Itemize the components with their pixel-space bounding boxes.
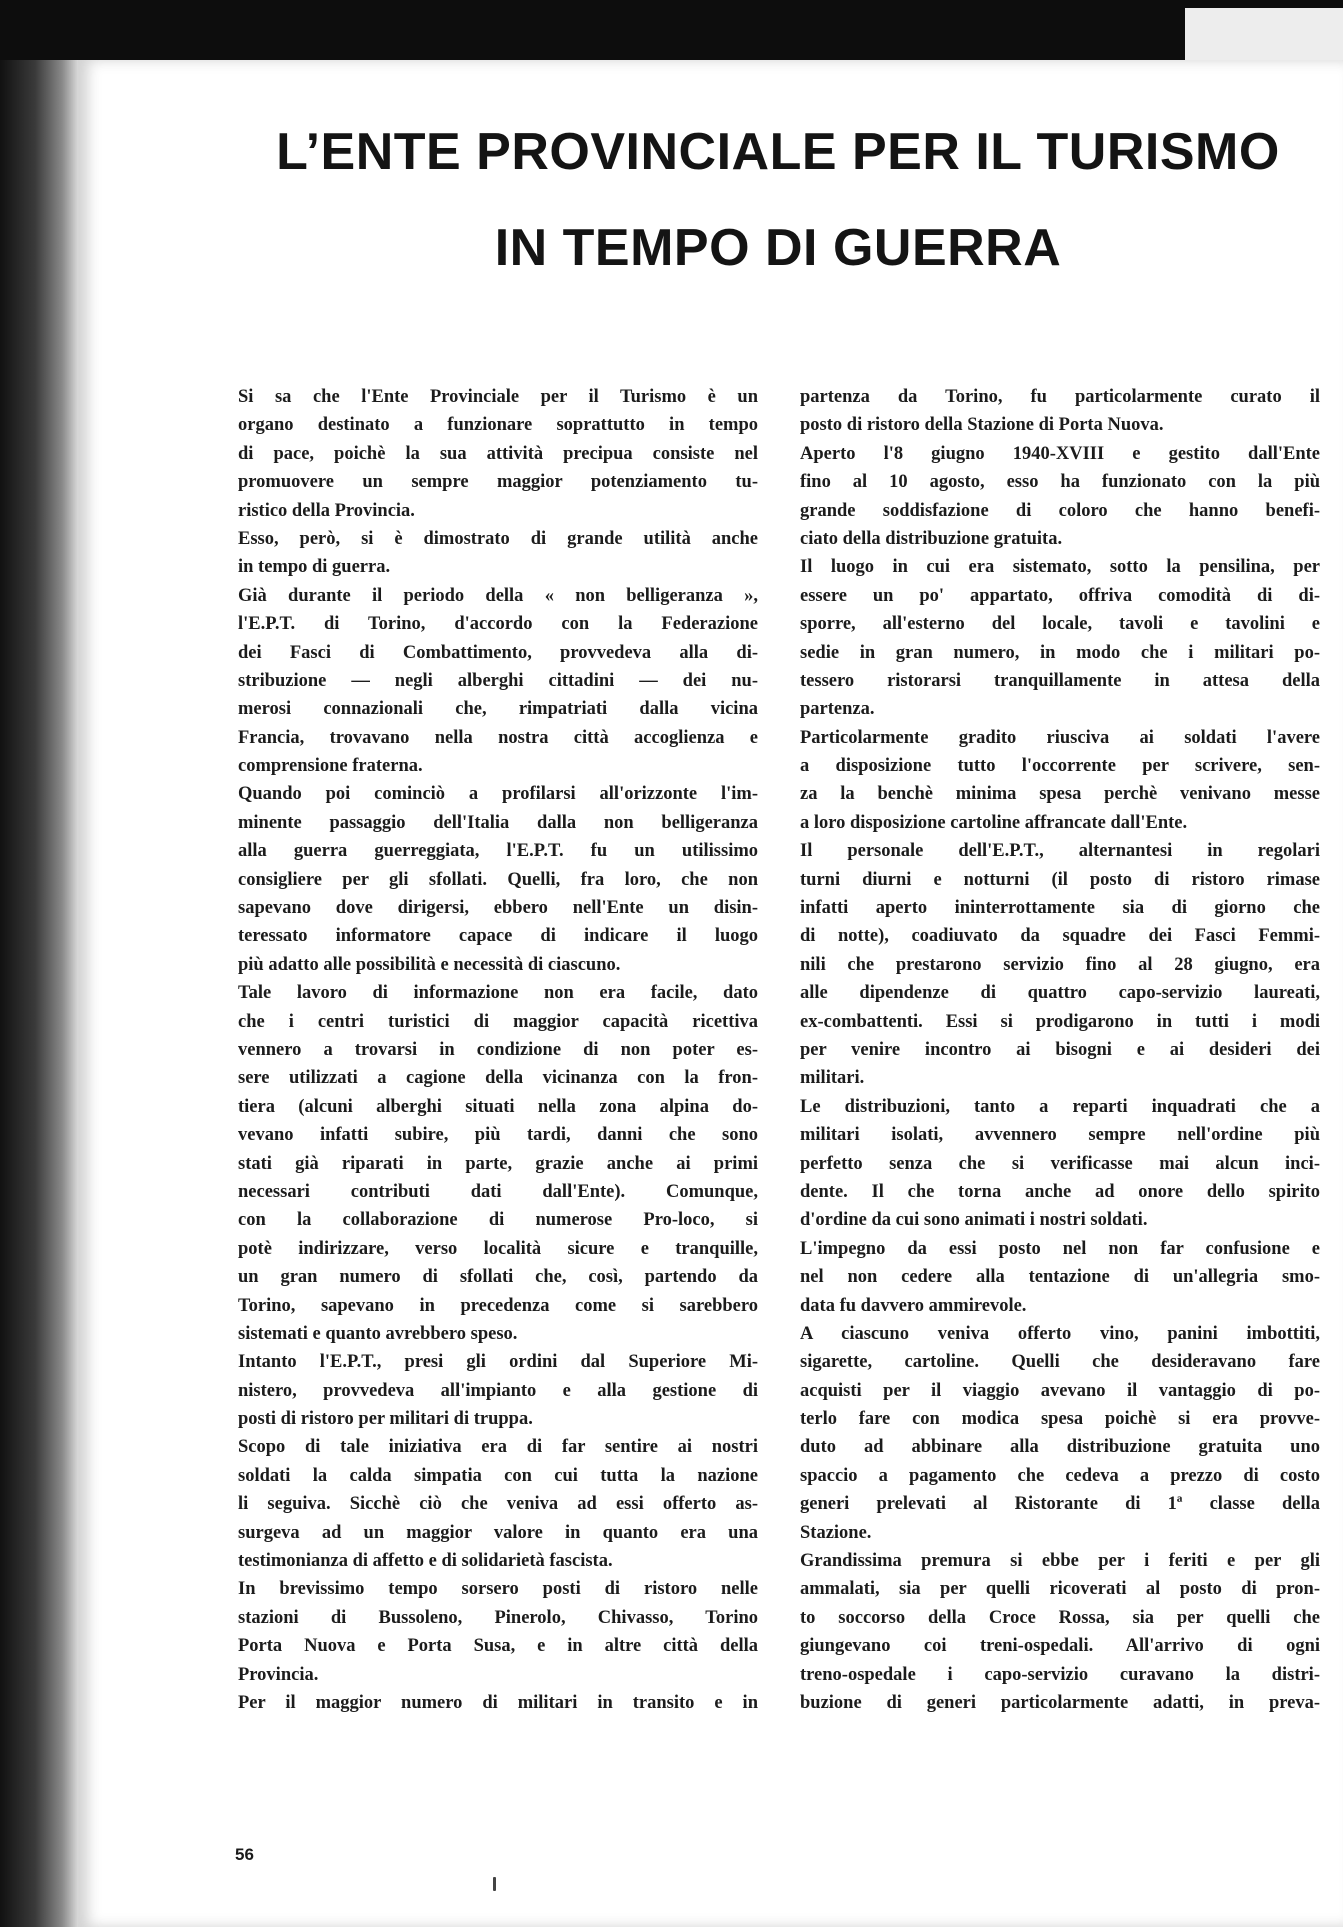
text-line: Intanto l'E.P.T., presi gli ordini dal Superiore Mi- (238, 1352, 758, 1373)
text-line: li seguiva. Sicchè ciò che veniva ad essi offerto as- (238, 1494, 758, 1515)
text-line: a disposizione tutto l'occorrente per scrivere, sen- (800, 756, 1320, 777)
text-line: Il luogo in cui era sistemato, sotto la pensilina, per (800, 557, 1320, 578)
text-line: stazioni di Bussoleno, Pinerolo, Chivasso, Torino (238, 1607, 758, 1628)
text-line: militari. (800, 1068, 865, 1089)
right-text-column (800, 383, 1320, 1717)
left-text-column (238, 383, 758, 1717)
text-line: Particolarmente gradito riusciva ai soldati l'avere (800, 727, 1320, 748)
text-line: terlo fare con modica spesa poichè si era provve- (800, 1409, 1320, 1430)
text-line: di pace, poichè la sua attività precipua consiste nel (238, 443, 758, 464)
text-line: Esso, però, si è dimostrato di grande utilità anche (238, 528, 758, 549)
text-line: di notte), coadiuvato da squadre dei Fasci Femmi- (800, 926, 1320, 947)
text-line: ristico della Provincia. (238, 500, 415, 521)
text-line: un gran numero di sfollati che, così, partendo da (238, 1267, 758, 1288)
text-line: più adatto alle possibilità e necessità di ciascuno. (238, 954, 621, 975)
text-line: buzione di generi particolarmente adatti, in preva- (800, 1692, 1320, 1713)
text-line: sporre, all'esterno del locale, tavoli e tavolini e (800, 614, 1320, 635)
text-line: con la collaborazione di numerose Pro-loco, si (238, 1210, 758, 1231)
text-line: che i centri turistici di maggior capacità ricettiva (238, 1011, 758, 1032)
text-line: nili che prestarono servizio fino al 28 giugno, era (800, 954, 1320, 975)
text-line: Francia, trovavano nella nostra città accoglienza e (238, 727, 758, 748)
text-line: sere utilizzati a cagione della vicinanza con la fron- (238, 1068, 758, 1089)
text-line: data fu davvero ammirevole. (800, 1295, 1027, 1316)
book-binding-gutter (0, 60, 78, 1927)
text-line: Già durante il periodo della « non belligeranza », (238, 585, 758, 606)
text-line: l'E.P.T. di Torino, d'accordo con la Federazione (238, 614, 758, 635)
text-line: fino al 10 agosto, esso ha funzionato con la più (800, 472, 1320, 493)
text-line: grande soddisfazione di coloro che hanno benefi- (800, 500, 1320, 521)
document-page (78, 60, 1343, 1927)
text-line: tessero ristorarsi tranquillamente in attesa della (800, 670, 1320, 691)
text-line: nistero, provvedeva all'impianto e alla gestione di (238, 1380, 758, 1401)
text-line: per venire incontro ai bisogni e ai desideri dei (800, 1039, 1320, 1060)
text-line: organo destinato a funzionare soprattutto in tempo (238, 415, 758, 436)
text-line: vevano infatti subire, più tardi, danni che sono (238, 1125, 758, 1146)
text-line: perfetto senza che si verificasse mai alcun inci- (800, 1153, 1320, 1174)
text-line: spaccio a pagamento che cedeva a prezzo di costo (800, 1465, 1320, 1486)
text-line: Il personale dell'E.P.T., alternantesi in regolari (800, 841, 1320, 862)
text-line: ex-combattenti. Essi si prodigarono in tutti i modi (800, 1011, 1320, 1032)
text-line: d'ordine da cui sono animati i nostri soldati. (800, 1210, 1148, 1231)
text-line: necessari contributi dati dall'Ente). Comunque, (238, 1181, 758, 1202)
text-line: partenza. (800, 699, 875, 720)
text-line: teressato informatore capace di indicare il luogo (238, 926, 758, 947)
print-speck-mark (493, 1877, 496, 1891)
text-line: comprensione fraterna. (238, 756, 423, 777)
text-line: infatti aperto ininterrottamente sia di giorno che (800, 898, 1320, 919)
text-line: posti di ristoro per militari di truppa. (238, 1409, 533, 1430)
text-line: sistemati e quanto avrebbero speso. (238, 1323, 518, 1344)
text-line: Grandissima premura si ebbe per i feriti e per gli (800, 1551, 1320, 1572)
text-line: Le distribuzioni, tanto a reparti inquadrati che a (800, 1096, 1320, 1117)
text-line: dei Fasci di Combattimento, provvedeva alla di- (238, 642, 758, 663)
page-number: 56 (235, 1845, 254, 1864)
page-corner-fold (1185, 8, 1343, 60)
text-line: Torino, sapevano in precedenza come si sarebbero (238, 1295, 758, 1316)
text-line: dente. Il che torna anche ad onore dello spirito (800, 1181, 1320, 1202)
text-line: acquisti per il viaggio avevano il vantaggio di po- (800, 1380, 1320, 1401)
text-line: minente passaggio dell'Italia dalla non belligeranza (238, 812, 758, 833)
text-line: turni diurni e notturni (il posto di ristoro rimase (800, 869, 1320, 890)
text-line: consigliere per gli sfollati. Quelli, fra loro, che non (238, 869, 758, 890)
text-line: stribuzione — negli alberghi cittadini — dei nu- (238, 670, 758, 691)
text-line: promuovere un sempre maggior potenziamento tu- (238, 472, 758, 493)
text-line: soldati la calda simpatia con cui tutta la nazione (238, 1465, 758, 1486)
text-line: Aperto l'8 giugno 1940-XVIII e gestito dall'Ente (800, 443, 1320, 464)
text-line: duto ad abbinare alla distribuzione gratuita uno (800, 1437, 1320, 1458)
text-line: Si sa che l'Ente Provinciale per il Turismo è un (238, 387, 758, 407)
article-title-line-1: L’ENTE PROVINCIALE PER IL TURISMO (276, 123, 1280, 181)
text-line: partenza da Torino, fu particolarmente curato il (800, 387, 1320, 407)
text-line: in tempo di guerra. (238, 557, 391, 578)
text-line: ammalati, sia per quelli ricoverati al posto di pron- (800, 1579, 1320, 1600)
text-line: merosi connazionali che, rimpatriati dalla vicina (238, 699, 758, 720)
text-line: tiera (alcuni alberghi situati nella zona alpina do- (238, 1096, 758, 1117)
text-line: Provincia. (238, 1664, 319, 1685)
text-line: potè indirizzare, verso località sicure e tranquille, (238, 1238, 758, 1259)
text-line: In brevissimo tempo sorsero posti di ristoro nelle (238, 1579, 758, 1600)
text-line: Stazione. (800, 1522, 872, 1543)
text-line: Per il maggior numero di militari in transito e in (238, 1692, 758, 1713)
text-line: giungevano coi treni-ospedali. All'arrivo di ogni (800, 1636, 1320, 1657)
text-line: militari isolati, avvennero sempre nell'ordine più (800, 1125, 1320, 1146)
text-line: sapevano dove dirigersi, ebbero nell'Ente un disin- (238, 898, 758, 919)
text-line: Porta Nuova e Porta Susa, e in altre città della (238, 1636, 758, 1657)
text-line: surgeva ad un maggior valore in quanto era una (238, 1522, 758, 1543)
article-title-line-2: IN TEMPO DI GUERRA (494, 219, 1062, 277)
text-line: alle dipendenze di quattro capo-servizio laureati, (800, 983, 1320, 1004)
text-line: vennero a trovarsi in condizione di non poter es- (238, 1039, 758, 1060)
text-line: L'impegno da essi posto nel non far confusione e (800, 1238, 1320, 1259)
article-title (238, 104, 1318, 296)
text-line: Scopo di tale iniziativa era di far sentire ai nostri (238, 1437, 758, 1458)
text-line: alla guerra guerreggiata, l'E.P.T. fu un utilissimo (238, 841, 758, 862)
text-line: A ciascuno veniva offerto vino, panini imbottiti, (800, 1323, 1320, 1344)
text-line: posto di ristoro della Stazione di Porta Nuova. (800, 415, 1164, 436)
text-line: a loro disposizione cartoline affrancate dall'Ente. (800, 812, 1188, 833)
text-line: essere un po' appartato, offriva comodità di di- (800, 585, 1320, 606)
text-line: to soccorso della Croce Rossa, sia per quelli che (800, 1607, 1320, 1628)
text-line: ciato della distribuzione gratuita. (800, 528, 1063, 549)
text-line: Tale lavoro di informazione non era facile, dato (238, 983, 758, 1004)
text-line: stati già riparati in parte, grazie anche ai primi (238, 1153, 758, 1174)
text-line: generi prelevati al Ristorante di 1ª classe della (800, 1494, 1320, 1515)
text-line: sedie in gran numero, in modo che i militari po- (800, 642, 1320, 663)
text-line: Quando poi cominciò a profilarsi all'orizzonte l'im- (238, 784, 758, 805)
text-line: za la benchè minima spesa perchè venivano messe (800, 784, 1320, 805)
text-line: treno-ospedale i capo-servizio curavano la distri- (800, 1664, 1320, 1685)
text-line: sigarette, cartoline. Quelli che desideravano fare (800, 1352, 1320, 1373)
text-line: nel non cedere alla tentazione di un'allegria smo- (800, 1267, 1320, 1288)
text-line: testimonianza di affetto e di solidarietà fascista. (238, 1551, 613, 1572)
scan-top-border (0, 0, 1343, 60)
